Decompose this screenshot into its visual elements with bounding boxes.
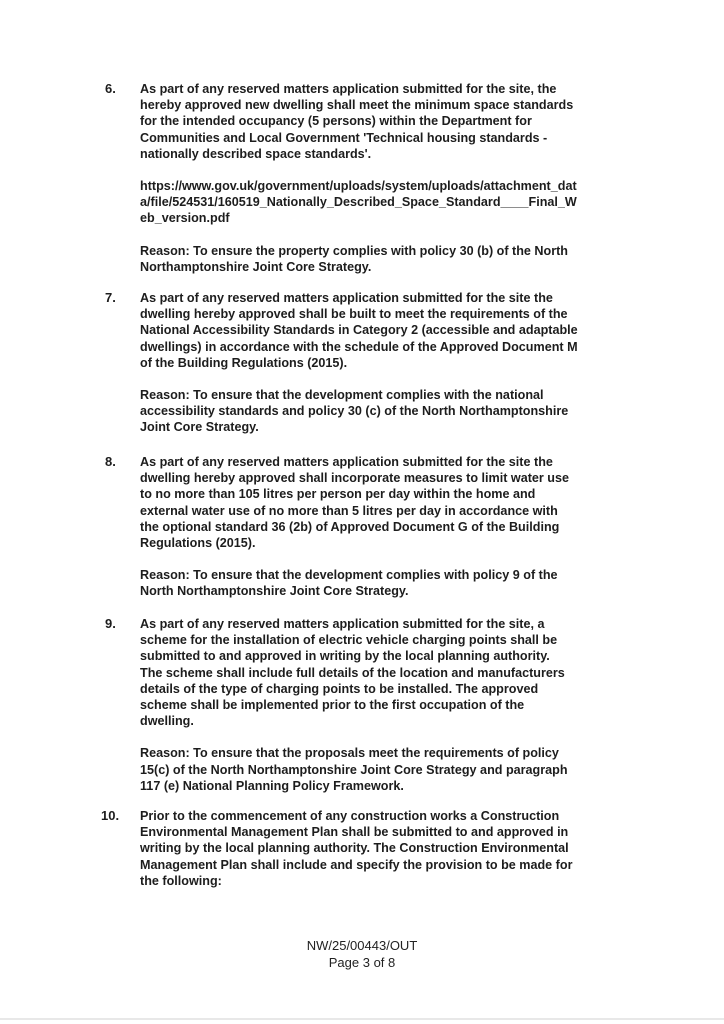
condition-reason: Reason: To ensure that the development complies with policy 9 of the North Northamptonshire Joint Core Strategy. <box>140 568 558 599</box>
condition-reason: Reason: To ensure that the proposals meet the requirements of policy 15(c) of the North Northamptonshire Joint Core Strategy and paragraph 117 (e) National Planning Policy Framework. <box>140 746 568 793</box>
condition-text: As part of any reserved matters application submitted for the site the dwelling hereby approved shall incorporate measures to limit water use to no more than 105 litres per person per day within the home and external water use of no more than 5 litres per day in accordance with the optional standard 36 (2b) of Approved Document G of the Building Regulations (2015). <box>140 455 570 551</box>
condition-reason: Reason: To ensure the property complies with policy 30 (b) of the North Northamptonshire Joint Core Strategy. <box>140 243 569 274</box>
condition-body <box>140 454 640 600</box>
condition-body <box>140 290 640 436</box>
condition-reason: Reason: To ensure that the development complies with the national accessibility standards and policy 30 (c) of the North Northamptonshire Joint Core Strategy. <box>140 388 569 435</box>
condition-text: As part of any reserved matters application submitted for the site, the hereby approved new dwelling shall meet the minimum space standards for the intended occupancy (5 persons) within the Department for Communities and Local Government 'Technical housing standards - nationally described space standards'. <box>140 82 574 161</box>
condition-number: 10. <box>101 808 120 823</box>
condition-body <box>140 808 640 889</box>
condition-number: 9. <box>105 616 116 631</box>
condition-number: 8. <box>105 454 116 469</box>
document-reference: NW/25/00443/OUT <box>306 938 418 953</box>
condition-body <box>140 81 640 275</box>
condition-number: 7. <box>105 290 116 305</box>
condition-text: As part of any reserved matters application submitted for the site the dwelling hereby approved shall be built to meet the requirements of the National Accessibility Standards in Category 2 (accessible and adaptable dwellings) in accordance with the schedule of the Approved Document M of the Building Regulations (2015). <box>140 291 578 370</box>
page-number: Page 3 of 8 <box>328 955 396 970</box>
condition-body <box>140 616 640 794</box>
condition-text: Prior to the commencement of any construction works a Construction Environmental Management Plan shall be submitted to and approved in writing by the local planning authority. The Construction Environmental Management Plan shall include and specify the provision to be made for the following: <box>140 809 573 888</box>
scan-edge <box>0 1018 724 1020</box>
condition-number: 6. <box>105 81 116 96</box>
condition-text: As part of any reserved matters application submitted for the site, a scheme for the installation of electric vehicle charging points shall be submitted to and approved in writing by the local planning authority. The scheme shall include full details of the location and manufacturers details of the type of charging points to be installed. The approved scheme shall be implemented prior to the first occupation of the dwelling. <box>140 617 565 729</box>
space-standards-link[interactable]: https://www.gov.uk/government/uploads/system/uploads/attachment_dat a/file/524531/160519_Nationally_Described_Space_Standard____Final_W eb_version.pdf <box>140 179 577 226</box>
